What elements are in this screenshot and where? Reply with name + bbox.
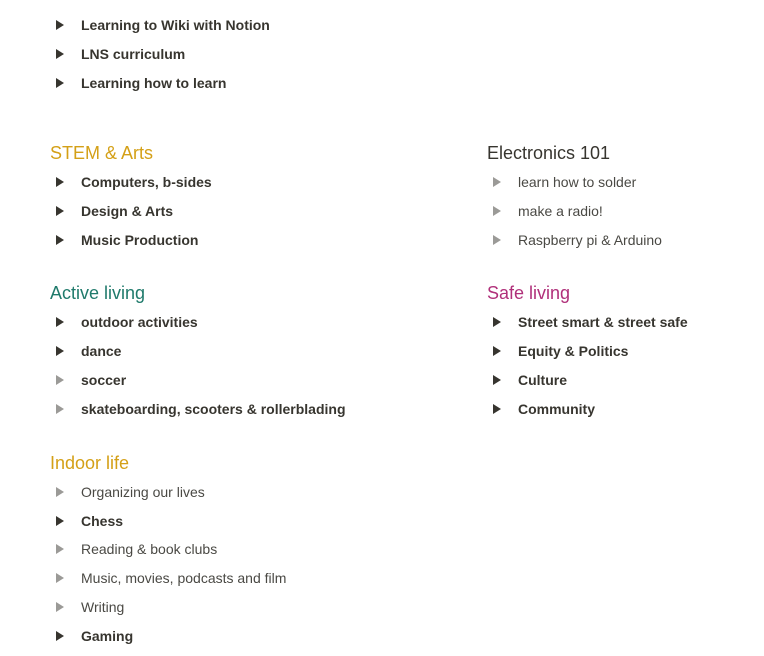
heading-electronics-101: Electronics 101	[487, 143, 611, 163]
toggle-item-lns-curriculum[interactable]	[56, 44, 185, 64]
toggle-label: outdoor activities	[81, 314, 198, 330]
triangle-right-icon[interactable]	[56, 206, 64, 216]
triangle-right-icon[interactable]	[493, 177, 501, 187]
toggle-label: Learning to Wiki with Notion	[81, 17, 270, 33]
toggle-item-solder[interactable]	[493, 172, 636, 192]
toggle-item-equity-politics[interactable]	[493, 341, 628, 361]
toggle-item-learning-wiki[interactable]	[56, 15, 270, 35]
toggle-label: make a radio!	[518, 203, 603, 219]
toggle-item-reading[interactable]	[56, 539, 217, 559]
triangle-right-icon[interactable]	[56, 78, 64, 88]
heading-stem-arts: STEM & Arts	[50, 143, 154, 163]
toggle-label: Community	[518, 401, 595, 417]
toggle-label: Gaming	[81, 628, 134, 644]
toggle-item-community[interactable]	[493, 399, 595, 419]
toggle-label: Learning how to learn	[81, 75, 227, 91]
toggle-label: Design & Arts	[81, 203, 174, 219]
toggle-label: Culture	[518, 372, 567, 388]
toggle-label: skateboarding, scooters & rollerblading	[81, 401, 346, 417]
triangle-right-icon[interactable]	[56, 602, 64, 612]
triangle-right-icon[interactable]	[56, 404, 64, 414]
toggle-label: Raspberry pi & Arduino	[518, 232, 662, 248]
toggle-item-design-arts[interactable]	[56, 201, 173, 221]
toggle-label: soccer	[81, 372, 127, 388]
toggle-item-skateboarding[interactable]	[56, 399, 346, 419]
toggle-label: dance	[81, 343, 122, 359]
triangle-right-icon[interactable]	[56, 375, 64, 385]
toggle-item-writing[interactable]	[56, 597, 124, 617]
triangle-right-icon[interactable]	[56, 631, 64, 641]
toggle-label: Music, movies, podcasts and film	[81, 570, 287, 586]
heading-safe-living: Safe living	[487, 283, 571, 303]
toggle-label: learn how to solder	[518, 174, 637, 190]
toggle-item-outdoor[interactable]	[56, 312, 198, 332]
toggle-label: Street smart & street safe	[518, 314, 688, 330]
toggle-item-music-movies[interactable]	[56, 568, 286, 588]
toggle-item-radio[interactable]	[493, 201, 603, 221]
triangle-right-icon[interactable]	[56, 49, 64, 59]
triangle-right-icon[interactable]	[493, 404, 501, 414]
toggle-item-raspberry-pi[interactable]	[493, 230, 662, 250]
toggle-label: Computers, b-sides	[81, 174, 212, 190]
heading-indoor-life: Indoor life	[50, 453, 130, 473]
toggle-item-computers[interactable]	[56, 172, 212, 192]
triangle-right-icon[interactable]	[56, 235, 64, 245]
toggle-item-dance[interactable]	[56, 341, 121, 361]
toggle-label: Organizing our lives	[81, 484, 205, 500]
triangle-right-icon[interactable]	[493, 206, 501, 216]
triangle-right-icon[interactable]	[56, 317, 64, 327]
toggle-item-culture[interactable]	[493, 370, 567, 390]
toggle-label: Equity & Politics	[518, 343, 629, 359]
triangle-right-icon[interactable]	[493, 235, 501, 245]
toggle-item-soccer[interactable]	[56, 370, 126, 390]
toggle-label: LNS curriculum	[81, 46, 186, 62]
toggle-label: Music Production	[81, 232, 199, 248]
triangle-right-icon[interactable]	[56, 516, 64, 526]
toggle-item-gaming[interactable]	[56, 626, 133, 646]
toggle-label: Writing	[81, 599, 125, 615]
triangle-right-icon[interactable]	[56, 573, 64, 583]
triangle-right-icon[interactable]	[493, 346, 501, 356]
triangle-right-icon[interactable]	[56, 20, 64, 30]
toggle-item-music-production[interactable]	[56, 230, 198, 250]
triangle-right-icon[interactable]	[56, 177, 64, 187]
heading-active-living: Active living	[50, 283, 146, 303]
toggle-item-chess[interactable]	[56, 511, 123, 531]
triangle-right-icon[interactable]	[56, 544, 64, 554]
triangle-right-icon[interactable]	[493, 375, 501, 385]
toggle-label: Chess	[81, 513, 124, 529]
toggle-item-street-smart[interactable]	[493, 312, 688, 332]
triangle-right-icon[interactable]	[56, 346, 64, 356]
toggle-label: Reading & book clubs	[81, 541, 218, 557]
toggle-item-organizing[interactable]	[56, 482, 205, 502]
toggle-item-learning-how-to-learn[interactable]	[56, 73, 226, 93]
triangle-right-icon[interactable]	[56, 487, 64, 497]
triangle-right-icon[interactable]	[493, 317, 501, 327]
